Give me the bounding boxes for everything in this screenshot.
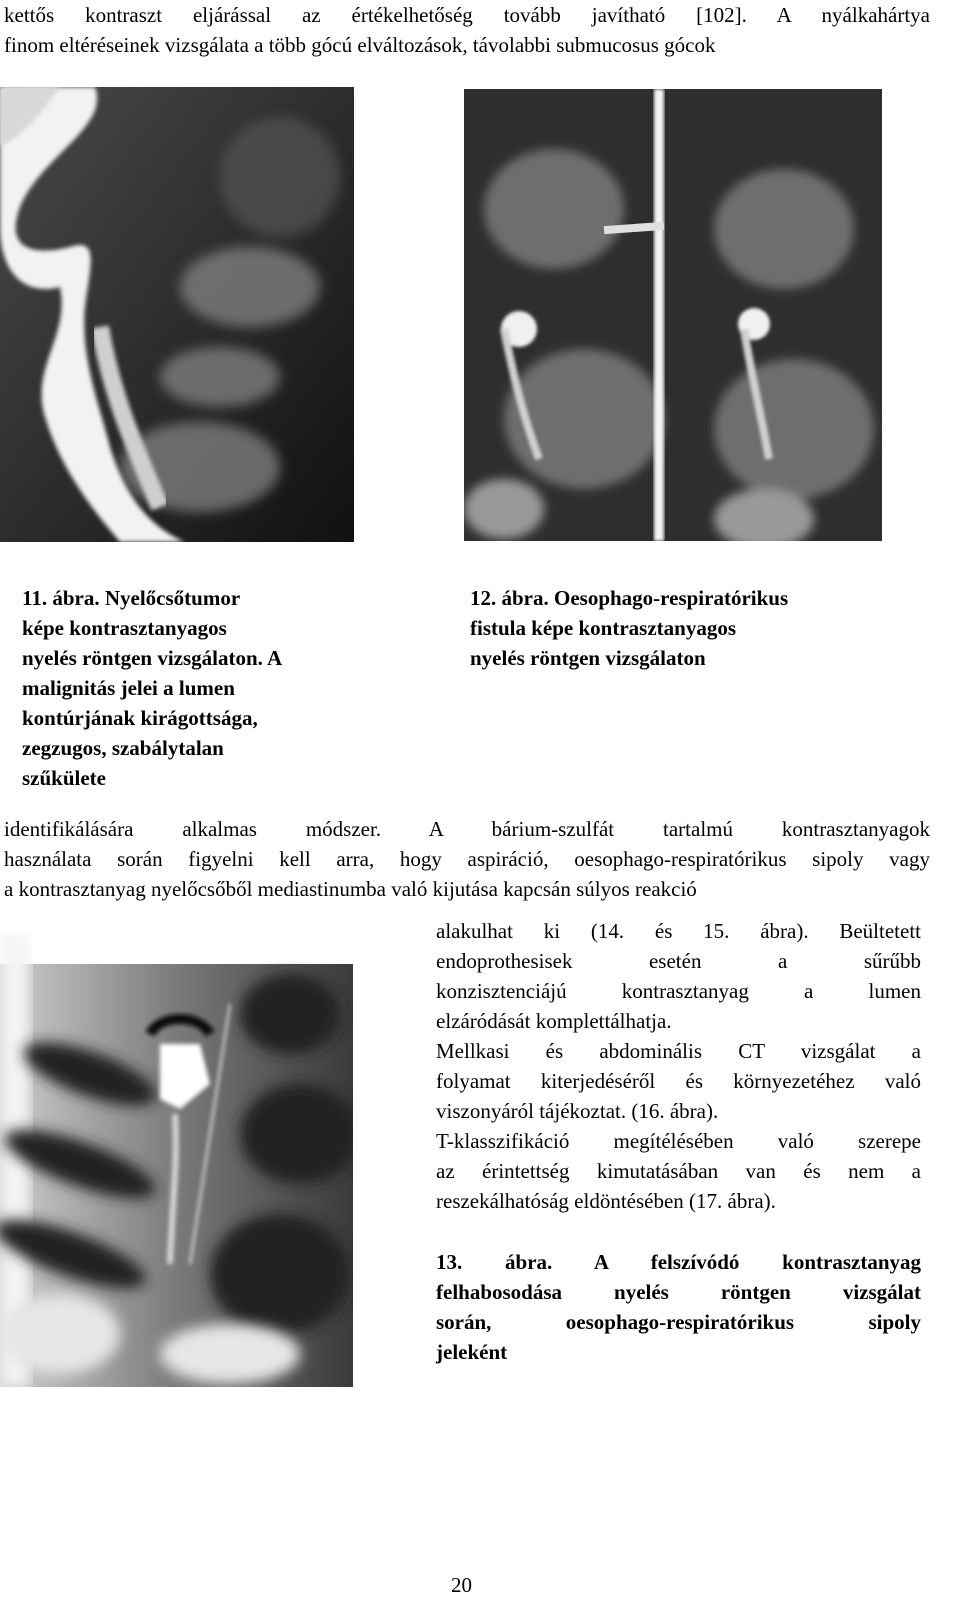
- caption-line: zegzugos, szabálytalan: [22, 736, 224, 760]
- caption-line: 11. ábra. Nyelőcsőtumor: [22, 586, 241, 610]
- caption-line: nyelés röntgen vizsgálaton. A: [22, 646, 283, 670]
- text-line: kettős kontraszt eljárással az értékelhetőség tovább javítható [102]. A nyálkahártya: [4, 3, 930, 27]
- top-paragraph: [4, 0, 930, 60]
- right-column-paragraph-1: [436, 916, 921, 1036]
- caption-line: során, oesophago-respiratórikus sipoly: [436, 1310, 921, 1334]
- text-line: elzáródását komplettálhatja.: [436, 1009, 672, 1033]
- right-column-paragraph-3: [436, 1126, 921, 1216]
- text-line: az érintettség kimutatásában van és nem a: [436, 1159, 921, 1183]
- text-line: konzisztenciájú kontrasztanyag a lumen: [436, 979, 921, 1003]
- figure-11-xray-image: [0, 87, 354, 542]
- figure-12-xray-image: [464, 89, 882, 541]
- caption-line: 12. ábra. Oesophago-respiratórikus: [470, 586, 789, 610]
- page-number: 20: [451, 1573, 472, 1597]
- text-line: viszonyáról tájékoztat. (16. ábra).: [436, 1099, 719, 1123]
- figure-11-caption: [22, 583, 351, 793]
- figure-12-caption: [470, 583, 876, 673]
- figure-13-caption: [436, 1247, 921, 1367]
- right-column-paragraph-2: [436, 1036, 921, 1126]
- caption-line: nyelés röntgen vizsgálaton: [470, 646, 706, 670]
- text-line: T-klasszifikáció megítélésében való szerepe: [436, 1129, 921, 1153]
- text-line: identifikálására alkalmas módszer. A bárium-szulfát tartalmú kontrasztanyagok: [4, 817, 930, 841]
- text-line: endoprothesisek esetén a sűrűbb: [436, 949, 921, 973]
- caption-line: fistula képe kontrasztanyagos: [470, 616, 737, 640]
- middle-paragraph: [4, 814, 930, 904]
- text-line: használata során figyelni kell arra, hogy aspiráció, oesophago-respiratórikus sipoly vagy: [4, 847, 930, 871]
- text-line: Mellkasi és abdominális CT vizsgálat a: [436, 1039, 921, 1063]
- caption-line: 13. ábra. A felszívódó kontrasztanyag: [436, 1250, 921, 1274]
- caption-line: malignitás jelei a lumen: [22, 676, 235, 700]
- text-line: a kontrasztanyag nyelőcsőből mediastinumba való kijutása kapcsán súlyos reakció: [4, 877, 697, 901]
- caption-line: képe kontrasztanyagos: [22, 616, 227, 640]
- caption-line: felhabosodása nyelés röntgen vizsgálat: [436, 1280, 921, 1304]
- text-line: finom eltéréseinek vizsgálata a több gócú elváltozások, távolabbi submucosus gócok: [4, 33, 716, 57]
- text-line: folyamat kiterjedéséről és környezetéhez való: [436, 1069, 921, 1093]
- text-line: alakulhat ki (14. és 15. ábra). Beültetett: [436, 919, 921, 943]
- caption-line: szűkülete: [22, 766, 106, 790]
- caption-line: jeleként: [436, 1340, 508, 1364]
- text-line: reszekálhatóság eldöntésében (17. ábra).: [436, 1189, 776, 1213]
- figure-13-xray-image: [0, 934, 353, 1387]
- caption-line: kontúrjának kirágottsága,: [22, 706, 258, 730]
